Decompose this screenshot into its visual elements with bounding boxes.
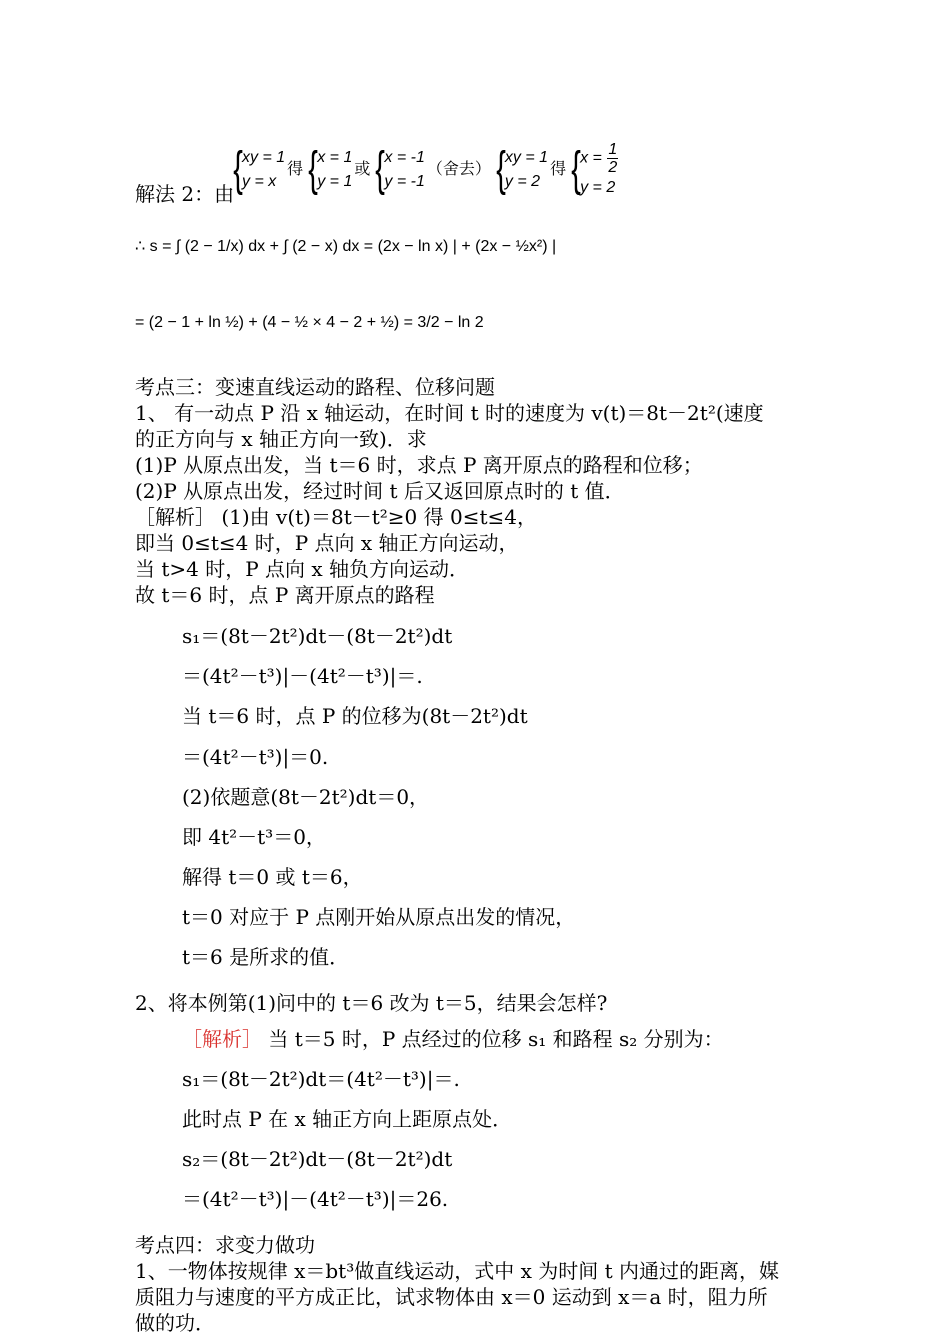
section4-q-line1: 1、一物体按规律 x＝bt³做直线运动，式中 x 为时间 t 内通过的距离，媒: [135, 1259, 779, 1283]
q1-part2: (2)P 从原点出发，经过时间 t 后又返回原点时的 t 值．: [135, 479, 625, 503]
method2-label: 解法 2：由: [135, 182, 235, 206]
answer-line2: 即当 0≤t≤4 时，P 点向 x 轴正方向运动，: [135, 531, 519, 555]
fraction-half: $\frac{1}{2}$: [608, 140, 618, 176]
system-1-eq2: y = x: [242, 173, 277, 190]
discard-note: （舍去）: [426, 161, 491, 178]
system-2-eq2: y = 2: [504, 173, 541, 190]
answer-line4: 故 t＝6 时，点 P 离开原点的路程: [135, 583, 435, 607]
q2-answer-line1-text: 当 t＝5 时，P 点经过的位移 s₁ 和路程 s₂ 分别为：: [262, 1027, 724, 1051]
answer-line1: ［解析］ (1)由 v(t)＝8t－t²≥0 得 0≤t≤4，: [135, 505, 538, 529]
q1-line1: 1、 有一动点 P 沿 x 轴运动，在时间 t 时的速度为 v(t)＝8t－2t²(速度: [135, 401, 764, 425]
solution-3-y: y = 2: [580, 178, 616, 196]
section4-title: 考点四：求变力做功: [135, 1233, 315, 1257]
system-1-eq1: xy = 1: [242, 149, 286, 166]
answer-line3: 当 t>4 时，P 点向 x 轴负方向运动．: [135, 557, 470, 581]
answer-line6: ＝(4t²－t³)|－(4t²－t³)|＝.: [182, 664, 423, 688]
section3-title: 考点三：变速直线运动的路程、位移问题: [135, 375, 495, 399]
q2-answer-line4: s₂＝(8t－2t²)dt－(8t－2t²)dt: [182, 1147, 453, 1171]
solution-2-y: y = -1: [384, 173, 425, 190]
de-word-2: 得: [550, 161, 567, 178]
system-2: { xy = 1 y = 2: [496, 143, 549, 196]
solution-2: { x = -1 y = -1: [375, 143, 425, 196]
solution-1: { x = 1 y = 1: [308, 143, 353, 196]
huo-word: 或: [354, 161, 371, 178]
answer-line13: t＝6 是所求的值．: [182, 945, 350, 969]
answer-line12: t＝0 对应于 P 点刚开始从原点出发的情况，: [182, 905, 576, 929]
equation-systems: [228, 140, 621, 200]
answer-line9: (2)依题意(8t－2t²)dt＝0，: [182, 785, 430, 809]
q2-title: 2、将本例第(1)问中的 t＝6 改为 t＝5，结果会怎样?: [135, 991, 608, 1015]
q2-answer-line1: [182, 1026, 724, 1052]
answer-line5: s₁＝(8t－2t²)dt－(8t－2t²)dt: [182, 624, 453, 648]
q2-answer-line2: s₁＝(8t－2t²)dt＝(4t²－t³)|＝.: [182, 1067, 460, 1091]
answer-line7: 当 t＝6 时，点 P 的位移为(8t－2t²)dt: [182, 704, 528, 728]
solution-3: { x = $\frac{1}{2}$ y = 2: [568, 141, 619, 200]
answer-line11: 解得 t＝0 或 t＝6，: [182, 865, 363, 889]
answer-line10: 即 4t²－t³＝0，: [182, 825, 326, 849]
q1-line2: 的正方向与 x 轴正方向一致)．求: [135, 427, 427, 451]
q2-answer-line5: ＝(4t²－t³)|－(4t²－t³)|＝26.: [182, 1187, 449, 1211]
solution-2-x: x = -1: [384, 149, 425, 166]
system-1: { xy = 1 y = x: [233, 143, 286, 196]
q1-part1: (1)P 从原点出发，当 t＝6 时，求点 P 离开原点的路程和位移；: [135, 453, 703, 477]
q2-answer-line3: 此时点 P 在 x 轴正方向上距原点处．: [182, 1107, 513, 1131]
answer-line8: ＝(4t²－t³)|＝0.: [182, 745, 329, 769]
solution-1-x: x = 1: [317, 149, 353, 166]
area-result: = (2 − 1 + ln ½) + (4 − ½ × 4 − 2 + ½) = 3/2 − ln 2: [135, 314, 484, 331]
solution-3-x: x = $\frac{1}{2}$: [580, 140, 618, 176]
de-word: 得: [287, 161, 304, 178]
section4-q-line2: 质阻力与速度的平方成正比，试求物体由 x＝0 运动到 x＝a 时，阻力所: [135, 1285, 768, 1309]
solution-1-y: y = 1: [317, 173, 353, 190]
system-2-eq1: xy = 1: [504, 149, 549, 166]
area-integral-formula: ∴ s = ∫ (2 − 1/x) dx + ∫ (2 − x) dx = (2x − ln x) | + (2x − ½x²) |: [135, 238, 557, 255]
section4-q-line3: 做的功．: [135, 1311, 215, 1335]
q2-analysis-tag: ［解析］: [182, 1027, 262, 1051]
